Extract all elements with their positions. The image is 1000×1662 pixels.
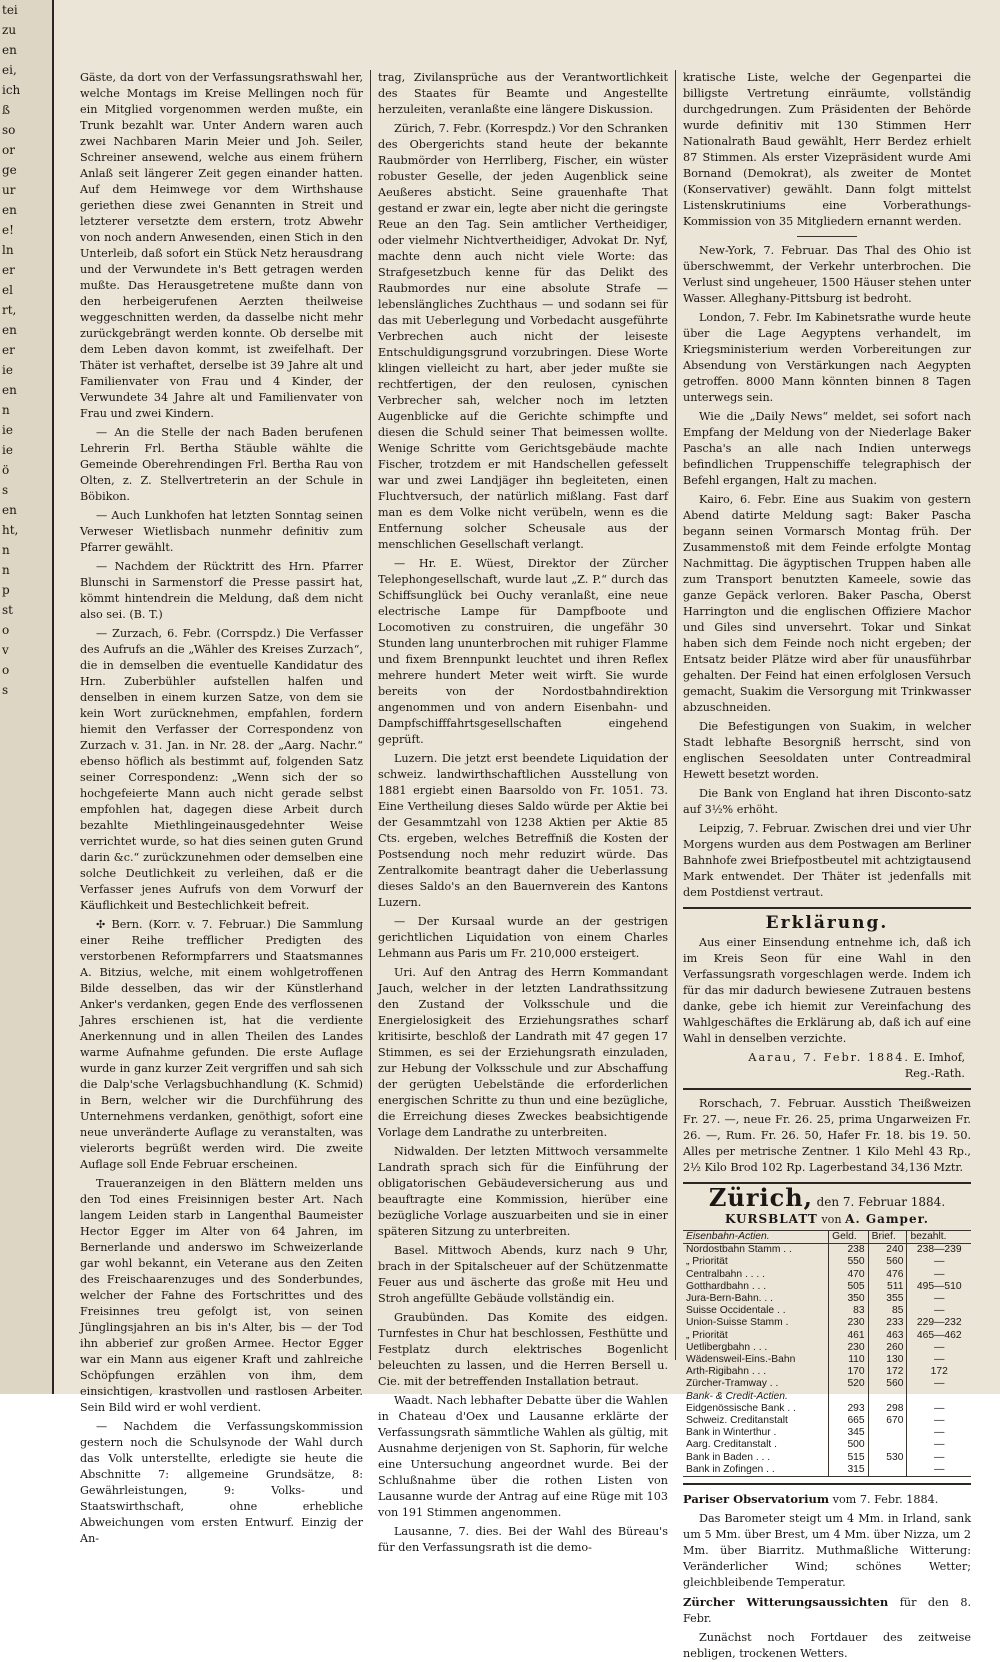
kursblatt-row [683,1427,971,1439]
article-paragraph: Lausanne, 7. dies. Bei der Wahl des Büreau's für den Verfassungsrath ist die demo- [378,1525,668,1554]
sign-place: Aarau, 7. Febr. 1884. [748,1051,910,1064]
kursblatt-table [683,1230,971,1477]
kursblatt-cell-name: Union-Suisse Stamm . [686,1317,789,1329]
article-paragraph: Luzern. Die jetzt erst beendete Liquidation der schweiz. landwirthschaftlichen Ausstellung von 1881 ergiebt einen Baarsoldo von Fr. 1051. 73. Eine Vertheilung dieses Saldo würde per Aktie bei der Gesammtzahl von 1238 Aktien per Aktie 85 Cts. ergeben, welches Betreffniß die Kosten der Postsendung noch mehr reduzirt würde. Das Zentralkomite beantragt daher die Ueberlassung dieses Saldo's an den Bauernverein des Kantons Luzern. [378,752,668,909]
erklaerung-text: Aus einer Einsendung entnehme ich, daß ich im Kreis Seon für eine Wahl in den Verfassungsrath vorgeschlagen werde. Indem ich für das mir dadurch bewiesene Zutrauen bestens danke, gebe ich hiemit zur Vereinfachung des Wahlgeschäftes die Erklärung ab, daß ich auf eine Wahl in denselben verzichte. [683,936,971,1045]
observatorium-heading [683,1491,971,1508]
kursblatt-cell-brief: 511 [868,1281,907,1293]
kursblatt-cell-brief: 463 [868,1330,907,1342]
kursblatt-cell-bez: — [907,1269,971,1281]
kursblatt-cell-name: „ Priorität [686,1256,728,1268]
kursblatt-cell-geld [829,1391,869,1403]
article-paragraph: — Hr. E. Wüest, Direktor der Zürcher Telephongesellschaft, wurde laut „Z. P.“ durch das Schiffsunglück bei Ouchy veranlaßt, eine neue electrische Lampe für Dampfboote und Locomotiven zu construiren, die ungefähr 30 Stunden lang ununterbrochen mit ruhiger Flamme und fixem Brennpunkt leuchtet und ihren Reflex mehrere hundert Meter weit wirft. Sie wurde bereits von der Nordostbahndirektion angenommen und von andern Eisenbahn- und Dampfschifffahrtsgesellschaften eingehend geprüft. [378,557,668,746]
kursblatt-row [683,1354,971,1366]
article-paragraph: Gäste, da dort von der Verfassungsrathswahl her, welche Montags im Kreise Mellingen noch für ein Mitglied vorgenommen werden mußte, ein Trunk bezahlt war. Unter Andern waren auch zwei Nachbaren Marin Meier und Joh. Seiler, Schreiner ansewend, welche aus einem frühern Anlaß seit längerer Zeit gegen einander hatten. Auf dem Heimwege vor dem Wirthshause geriethen diese zwei Genannten in Streit und letzterer versetzte dem erstern, trotz Abwehr von noch andern Anwesenden, einen Stich in den Unterleib, daß sofort ein Stück Netz herausdrang und der Verwundete in's Bett getragen werden mußte. Das Herausgetretene mußte dann von den herbeigerufenen Aerzten theilweise weggeschnitten werden, da dasselbe nicht mehr zurückgebrängt werden konnte. Ob derselbe mit dem Leben davon kommt, ist zweifelhaft. Der Thäter ist verhaftet, derselbe ist 39 Jahre alt und Familienvater von Frau und 4 Kinder, der Verwundete 34 Jahre alt und Familienvater von Frau und zwei Kindern. [80,71,363,420]
sign-role: Reg.-Rath. [904,1067,965,1080]
kursblatt-cell-name: Eidgenössische Bank . . [686,1402,796,1414]
margin-fragment: o [2,663,10,677]
kursblatt-cell-geld: 230 [829,1342,869,1354]
kursblatt-cell-geld: 550 [829,1256,869,1268]
kursblatt-cell-geld: 315 [829,1464,869,1477]
kursblatt-cell-geld: 230 [829,1317,869,1329]
kursblatt-cell-brief: 85 [868,1305,907,1317]
margin-fragment: en [2,503,17,517]
kursblatt-row [683,1317,971,1329]
margin-fragment: n [2,543,10,557]
margin-fragment: en [2,383,17,397]
kursblatt-cell-bez [907,1391,971,1403]
article-paragraph: — An die Stelle der nach Baden berufenen Lehrerin Frl. Bertha Stäuble wählte die Gemeinde Oberehrendingen Frl. Bertha Rau von Olten, z. Z. Stellvertreterin an der Schule in Böbikon. [80,426,363,503]
kursblatt-author: A. Gamper. [845,1212,929,1226]
observatorium-date: vom 7. Febr. 1884. [832,1493,939,1507]
short-divider [797,236,857,237]
news-items [683,70,971,901]
kursblatt-cell-bez: 238—239 [907,1244,971,1257]
article-paragraph: trag, Zivilansprüche aus der Verantwortlichkeit des Staates für Beamte und Angestellte herzuleiten, veranlaßte eine längere Diskussion. [378,71,668,116]
kursblatt-cell-geld: 170 [829,1366,869,1378]
article-paragraph: Kairo, 6. Febr. Eine aus Suakim von gestern Abend datirte Meldung sagt: Baker Pascha begann seinen Vormarsch Montag früh. Der Zusammenstoß mit dem Feinde erfolgte Montag Nachmittag. Die ägyptischen Truppen haben alle zum Transport benutzten Kameele, sowie das ganze Gepäck verloren. Baker Pascha, Oberst Harrington und die englischen Offiziere Machor und Giles sind unversehrt. Tokar und Sinkat haben sich dem Feinde noch nicht ergeben; der Entsatz beider Plätze wird aber für unausführbar gehalten. Der Feind hat einen erfolglosen Versuch gemacht, Suakim die Versorgung mit Trinkwasser abzuschneiden. [683,493,971,714]
kursblatt-cell-geld: 345 [829,1427,869,1439]
kursblatt-cell-bez: — [907,1439,971,1451]
col-header-brief: Brief. [868,1231,907,1244]
article-paragraph: — Zurzach, 6. Febr. (Corrspdz.) Die Verfasser des Aufrufs an die „Wähler des Kreises Zurzach“, die in demselben die eventuelle Kandidatur des Hrn. Zuberbühler aufstellen halfen und denselben in einem kurzen Satze, von dem sie kein Wort zurücknehmen, empfahlen, fordern hiemit den Verfasser der Correspondenz von Zurzach v. 31. Jan. in Nr. 28. der „Aarg. Nachr.“ ebenso höflich als bestimmt auf, folgenden Satz seiner Correspondenz: „Wenn sich der so hochgefeierte Mann auch nicht gerade selbst empfohlen hat, dagegen diese Arbeit durch bezahlte Miethlingeinausgedehnter Weise verrichtet wurde, so hat dies seinen guten Grund darin &c.“ zurückzunehmen oder demselben eine solche Deutlichkeit zu verleihen, daß er die Verfasser jenes Aufrufs von dem Vorwurf der Käuflichkeit und Bestechlichkeit befreit. [80,627,363,912]
kursblatt-row [683,1330,971,1342]
kursblatt-cell-brief: 476 [868,1269,907,1281]
kursblatt-cell-brief: 670 [868,1415,907,1427]
margin-fragment: v [2,643,9,657]
kursblatt-cell-geld: 293 [829,1403,869,1415]
article-paragraph: Uri. Auf den Antrag des Herrn Kommandant Jauch, welcher in der letzten Landrathssitzung den Zustand der Volksschule und die Energielosigkeit des Erziehungsrathes scharf kritisirte, beschloß der Landrath mit 47 gegen 17 Stimmen, es sei der Erziehungsrath einzuladen, zur Hebung der Volksschule und zur Abschaffung der gerügten Uebelstände die erforderlichen energischen Schritte zu thun und eine bezügliche, die Erreichung dieses Zweckes beabsichtigende Vorlage dem Landrathe zu unterbreiten. [378,966,668,1139]
kursblatt-cell-bez: 495—510 [907,1281,971,1293]
margin-fragment: ie [2,443,13,457]
kursblatt-cell-bez: — [907,1427,971,1439]
kursblatt-cell-bez: 172 [907,1366,971,1378]
article-paragraph: — Auch Lunkhofen hat letzten Sonntag seinen Verweser Wietlisbach nunmehr definitiv zum Pfarrer gewählt. [80,509,363,554]
article-paragraph: New-York, 7. Februar. Das Thal des Ohio ist überschwemmt, der Verkehr unterbrochen. Die Verlust sind ungeheuer, 1500 Häuser stehen unter Wasser. Alleghany-Pittsburg ist bedroht. [683,244,971,305]
kursblatt-cell-geld: 110 [829,1354,869,1366]
kursblatt-cell-bez: 465—462 [907,1330,971,1342]
kursblatt-row [683,1439,971,1451]
kursblatt-row [683,1403,971,1415]
kursblatt-row [683,1293,971,1305]
zuercher-date: für den 8. Febr. [683,1596,972,1626]
kursblatt-cell-geld: 83 [829,1305,869,1317]
kursblatt-cell-brief: 240 [868,1244,907,1257]
kursblatt-row [683,1342,971,1354]
zuercher-text: Zunächst noch Fortdauer des zeitweise nebligen, trockenen Wetters. [683,1631,971,1661]
kursblatt-cell-brief [868,1391,907,1403]
kursblatt-rows [683,1244,971,1477]
kursblatt-row [683,1391,971,1403]
kursblatt-cell-bez: — [907,1354,971,1366]
margin-fragment: el [2,283,13,297]
kursblatt-cell-brief: 130 [868,1354,907,1366]
margin-fragment: ur [2,183,16,197]
kursblatt-cell-brief: 298 [868,1403,907,1415]
margin-fragment: en [2,43,17,57]
kursblatt-cell-brief [868,1439,907,1451]
col-header-geld: Geld. [829,1231,869,1244]
section-divider [683,907,971,909]
kursblatt-cell-brief: 560 [868,1256,907,1268]
margin-fragment: n [2,563,10,577]
column-1 [80,70,363,1545]
margin-fragment: er [2,263,15,277]
margin-fragment: s [2,483,9,497]
kursblatt-cell-bez: 229—232 [907,1317,971,1329]
article-paragraph: London, 7. Febr. Im Kabinetsrathe wurde heute über die Lage Aegyptens verhandelt, im Kriegsministerium werden Vorbereitungen zur Absendung von Verstärkungen nach Aegypten getroffen. 8000 Mann könnten binnen 8 Tagen unterwegs sein. [683,311,971,404]
kursblatt-cell-geld: 520 [829,1378,869,1390]
margin-fragment: ie [2,423,13,437]
kursblatt-row [683,1305,971,1317]
margin-fragment: rt, [2,303,17,317]
kursblatt-cell-name: Aarg. Creditanstalt . [686,1439,777,1451]
kursblatt-cell-name: Bank in Zofingen . . [686,1463,775,1475]
kursblatt-header-row [683,1231,971,1244]
margin-fragment: en [2,203,17,217]
article-paragraph: Die Bank von England hat ihren Disconto-satz auf 3½% erhöht. [683,787,971,816]
rorschach-market-report: Rorschach, 7. Februar. Ausstich Theißweizen Fr. 27. —, neue Fr. 26. 25, prima Ungarweizen Fr. 26. —, Rum. Fr. 26. 50, Hafer Fr. 18. bis 19. 50. Alles per metrische Zentner. 1 Kilo Mehl 43 Rp., 2½ Kilo Brod 102 Rp. Lagerbestand 34,136 Mztr. [683,1097,971,1174]
kursblatt-cell-bez: — [907,1378,971,1390]
column-2 [378,70,668,1554]
article-paragraph: — Der Kursaal wurde an der gestrigen gerichtlichen Liquidation von einem Charles Lehmann aus Paris um Fr. 210,000 ersteigert. [378,915,668,960]
article-paragraph: Waadt. Nach lebhafter Debatte über die Wahlen in Chateau d'Oex und Lausanne erklärte der Verfassungsrath sämmtliche Wahlen als gültig, mit Ausnahme derjenigen von St. Saphorin, für welche eine Untersuchung angeordnet wurde. Bei der Schlußnahme über die rothen Listen von Lausanne wurde der Antrag auf eine Rüge mit 103 von 191 Stimmen angenommen. [378,1394,668,1519]
kursblatt-cell-name: Nordostbahn Stamm . . [686,1244,792,1256]
margin-fragment: o [2,623,10,637]
article-paragraph: ✣ Bern. (Korr. v. 7. Februar.) Die Sammlung einer Reihe trefflicher Predigten des verstorbenen Reformpfarrers und Staatsmannes A. Bitzius, welche, mit einem wohlgetroffenen Bilde desselben, das wir der Künstlerhand Anker's verdanken, gegen Ende des verflossenen Jahres erschienen ist, hat die verdiente Anerkennung und in allen Theilen des Landes warme Aufnahme gefunden. Die erste Auflage wurde in ganz kurzer Zeit vergriffen und sah sich die Dalp'sche Verlagsbuchhandlung (K. Schmid) in Bern, welcher wir die Durchführung des Unternehmens verdanken, genöthigt, sofort eine neue unveränderte Auflage zu veranstalten, was vielerorts begrüßt werden wird. Die zweite Auflage soll Ende Februar erscheinen. [80,918,363,1171]
margin-fragment: tei [2,3,18,17]
margin-fragment: ge [2,163,17,177]
kursblatt-header [683,1183,971,1212]
article-paragraph: Basel. Mittwoch Abends, kurz nach 9 Uhr, brach in der Spitalscheuer auf der Schützenmatte Feuer aus und äscherte das große mit Heu und Stroh angefüllte Gebäude vollständig ein. [378,1244,668,1305]
margin-fragment: or [2,143,15,157]
kursblatt-cell-name: Arth-Rigibahn . . . [686,1366,767,1378]
kursblatt-city: Zürich, [708,1183,813,1212]
margin-fragment: p [2,583,10,597]
kursblatt-cell-geld: 515 [829,1452,869,1464]
article-paragraph: Wie die „Daily News“ meldet, sei sofort nach Empfang der Meldung von der Niederlage Baker Pascha's an alle nach Indien unterwegs befindlichen Truppenschiffe telegraphisch der Befehl ergangen, Halt zu machen. [683,410,971,487]
kursblatt-cell-name: Jura-Bern-Bahn. . . [686,1293,773,1305]
zuercher-heading [683,1594,971,1627]
kursblatt-row [683,1366,971,1378]
kursblatt-row [683,1464,971,1477]
kursblatt-row [683,1256,971,1268]
section-divider [683,1088,971,1090]
margin-fragment: ln [2,243,14,257]
kursblatt-cell-geld: 461 [829,1330,869,1342]
margin-fragment: ö [2,463,10,477]
margin-fragment: ht, [2,523,19,537]
kursblatt-cell-brief: 233 [868,1317,907,1329]
kursblatt-row [683,1378,971,1390]
erklaerung-signature [683,1050,971,1066]
margin-fragment: s [2,683,9,697]
margin-fragment: en [2,323,17,337]
kursblatt-cell-brief: 172 [868,1366,907,1378]
margin-fragment: zu [2,23,17,37]
article-paragraph: Traueranzeigen in den Blättern melden uns den Tod eines Freisinnigen bester Art. Nach langem Leiden starb in Langenthal Baumeister Hector Egger im Alter von 64 Jahren, im Bernerlande und anderswo im Schweizerlande gar wohl bekannt, ein Veterane aus den Zeiten des Freischaarenzuges und des Sonderbundes, welcher der Fahne des Fortschrittes und des Freisinnes treu gefolgt ist, von seinen Jünglingsjahren an bis in's Alter, bis — der Tod ihn abberief zur großen Armee. Hector Egger war ein Mann aus eigener Kraft und zahlreiche Schöpfungen erzählen von ihm, dem einsichtigen, krastvollen und rastlosen Arbeiter. Sein Bild wird er wohl verdient. [80,1177,363,1414]
sign-name: E. Imhof, [913,1051,965,1064]
article-paragraph: Leipzig, 7. Februar. Zwischen drei und vier Uhr Morgens wurden aus dem Postwagen am Berliner Bahnhofe zwei Briefpostbeutel mit achtzigtausend Mark entwendet. Der Thäter ist jedenfalls mit dem Postdienst vertraut. [683,822,971,899]
kursblatt-cell-name: Schweiz. Creditanstalt [686,1415,788,1427]
kursblatt-row [683,1269,971,1281]
kursblatt-cell-geld: 665 [829,1415,869,1427]
column-divider [675,70,676,1360]
margin-fragment: er [2,343,15,357]
kursblatt-cell-brief [868,1427,907,1439]
observatorium-text: Das Barometer steigt um 4 Mm. in Irland, sank um 5 Mm. über Brest, um 4 Mm. über Nizza, um 2 Mm. über Biarritz. Muthmaßliche Witterung: Veränderlicher Wind; schönes Wetter; gleichbleibende Temperatur. [683,1512,971,1590]
col-header-name: Eisenbahn-Actien. [683,1231,829,1244]
kursblatt-cell-geld: 238 [829,1244,869,1257]
kursblatt-cell-geld: 470 [829,1269,869,1281]
kursblatt-cell-geld: 505 [829,1281,869,1293]
observatorium-title: Pariser Observatorium [683,1492,830,1507]
kursblatt-cell-name: Zürcher-Tramway . . [686,1378,779,1390]
kursblatt-cell-name: Suisse Occidentale . . [686,1305,786,1317]
col-header-bezahlt: bezahlt. [907,1231,971,1244]
margin-fragment: ß [2,103,11,117]
margin-fragment: st [2,603,13,617]
kursblatt-cell-bez: — [907,1403,971,1415]
kursblatt-cell-name: „ Priorität [686,1329,728,1341]
kursblatt-cell-bez: — [907,1342,971,1354]
article-paragraph: Nidwalden. Der letzten Mittwoch versammelte Landrath sprach sich für die Einführung der obligatorischen Gebäudeversicherung aus und beauftragte eine Kommission, hierüber eine bezügliche Vorlage auszuarbeiten und sie in einer späteren Sitzung zu unterbreiten. [378,1145,668,1238]
article-paragraph: kratische Liste, welche der Gegenpartei die billigste Vertretung einräumte, vollständig durchgedrungen. Zum Präsidenten der Behörde wurde definitiv mit 130 Stimmen Herr Nationalrath Baud gewählt, Herr Berdez erhielt 87 Stimmen. Als erster Vizepräsident wurde Ami Bornand (Demokrat), als zweiter de Montet (Konservativer) gewählt. Dann folgt mittelst Listenskrutiniums eine Vorberathungs-Kommission von 35 Mitgliedern ernannt werden. [683,71,971,228]
kursblatt-cell-name: Wädensweil-Eins.-Bahn [686,1354,796,1366]
margin-fragment: ie [2,363,13,377]
kursblatt-von: von [821,1213,842,1226]
column-divider [370,70,371,1360]
kursblatt-row [683,1452,971,1464]
margin-fragment: ei, [2,63,17,77]
kursblatt-date: den 7. Februar 1884. [816,1195,946,1209]
kursblatt-row [683,1415,971,1427]
article-paragraph: — Nachdem die Verfassungskommission gestern noch die Schulsynode der Wahl durch das Volk unterstellte, erledigte sie heute die Abschnitte 7: allgemeine Grundsätze, 8: Gewährleistungen, 9: Volks- und Staatswirthschaft, ohne erhebliche Abweichungen vom ersten Entwurf. Einzig der An- [80,1420,363,1545]
kursblatt-cell-name: Centralbahn . . . . [686,1268,765,1280]
kursblatt-cell-brief: 530 [868,1452,907,1464]
kursblatt-cell-name: Uetlibergbahn . . . [686,1341,768,1353]
article-paragraph: Zürich, 7. Febr. (Korrespdz.) Vor den Schranken des Obergerichts stand heute der bekannte Raubmörder von Herrliberg, Fischer, ein wüster robuster Geselle, der jeden Augenblick seine Aeußeres absticht. Seine grauenhafte That gestand er zwar ein, legte aber nicht die geringste Reue an den Tag. Sein amtlicher Vertheidiger, oder vielmehr Nichtvertheidiger, Advokat Dr. Nyf, machte denn auch nicht viele Worte: das Strafgesetzbuch kenne für das Delikt des Raubmordes nur eine absolute Strafe — lebenslängliches Zuchthaus — und sodann sei für das mit Ueberlegung und Vorbedacht ausgeführte Verbrechen auch nicht der leiseste Entschuldigungsgrund vorzubringen. Diese Worte klingen vielleicht zu hart, aber jeder mußte sie rechtfertigen, der den reulosen, cynischen Verbrecher sah, welcher noch im letzten Augenblicke auf die Gerichte schimpfte und diesen die Schuld seiner That beimessen wollte. Wenige Schritte vom Gerichtsgebäude machte Fischer, trotzdem er mit Handschellen gefesselt war und zwei Landjäger ihn begleiteten, einen Fluchtversuch, der natürlich mißlang. Fast darf man es dem Volke nicht verübeln, wenn es die Entfernung solcher Scheusale aus der menschlichen Gesellschaft verlangt. [378,122,668,551]
kursblatt-subheader [683,1211,971,1228]
kursblatt-cell-name: Gotthardbahn . . . [686,1280,767,1292]
kursblatt-cell-name: Bank in Baden . . . [686,1451,771,1463]
margin-fragment: ich [2,83,21,97]
kursblatt-cell-bez: — [907,1305,971,1317]
kursblatt-cell-brief: 560 [868,1378,907,1390]
kursblatt-cell-name: Bank in Winterthur . [686,1427,777,1439]
zuercher-title: Zürcher Witterungsaussichten [683,1595,889,1610]
page-content [80,70,972,1661]
section-divider [683,1483,971,1485]
erklaerung-title: Erklärung. [765,913,889,933]
article-paragraph: Die Befestigungen von Suakim, in welcher Stadt lebhafte Besorgniß herrscht, sind von englischen Seesoldaten unter Contreadmiral Hewett besetzt worden. [683,720,971,781]
margin-fragment: so [2,123,16,137]
kursblatt-cell-bez: — [907,1256,971,1268]
kursblatt-cell-geld: 500 [829,1439,869,1451]
kursblatt-cell-brief: 355 [868,1293,907,1305]
kursblatt-cell-bez: — [907,1293,971,1305]
article-paragraph: — Nachdem der Rücktritt des Hrn. Pfarrer Blunschi in Sarmenstorf die Presse passirt hat, kömmt hintendrein die Meldung, daß dem nicht also sei. (B. T.) [80,560,363,621]
margin-fragment: n [2,403,10,417]
kursblatt-row [683,1244,971,1257]
kursblatt-cell-bez: — [907,1464,971,1477]
newspaper-page [54,0,1000,1661]
kursblatt-cell-bez: — [907,1415,971,1427]
kursblatt-cell-brief: 260 [868,1342,907,1354]
kursblatt-cell-brief [868,1464,907,1477]
previous-page-edge [0,0,54,1394]
kursblatt-cell-geld: 350 [829,1293,869,1305]
kursblatt-row [683,1281,971,1293]
margin-fragment: e! [2,223,14,237]
column-3 [683,70,972,1661]
kursblatt-cell-name: Bank- & Credit-Actien. [686,1390,788,1402]
kursblatt-title: KURSBLATT [725,1212,818,1226]
article-paragraph: Graubünden. Das Komite des eidgen. Turnfestes in Chur hat beschlossen, Festhütte und Festplatz durch elektrisches Bogenlicht beleuchten zu lassen, und die Herren Bersell u. Cie. mit der betreffenden Installation betraut. [378,1311,668,1388]
kursblatt-cell-bez: — [907,1452,971,1464]
